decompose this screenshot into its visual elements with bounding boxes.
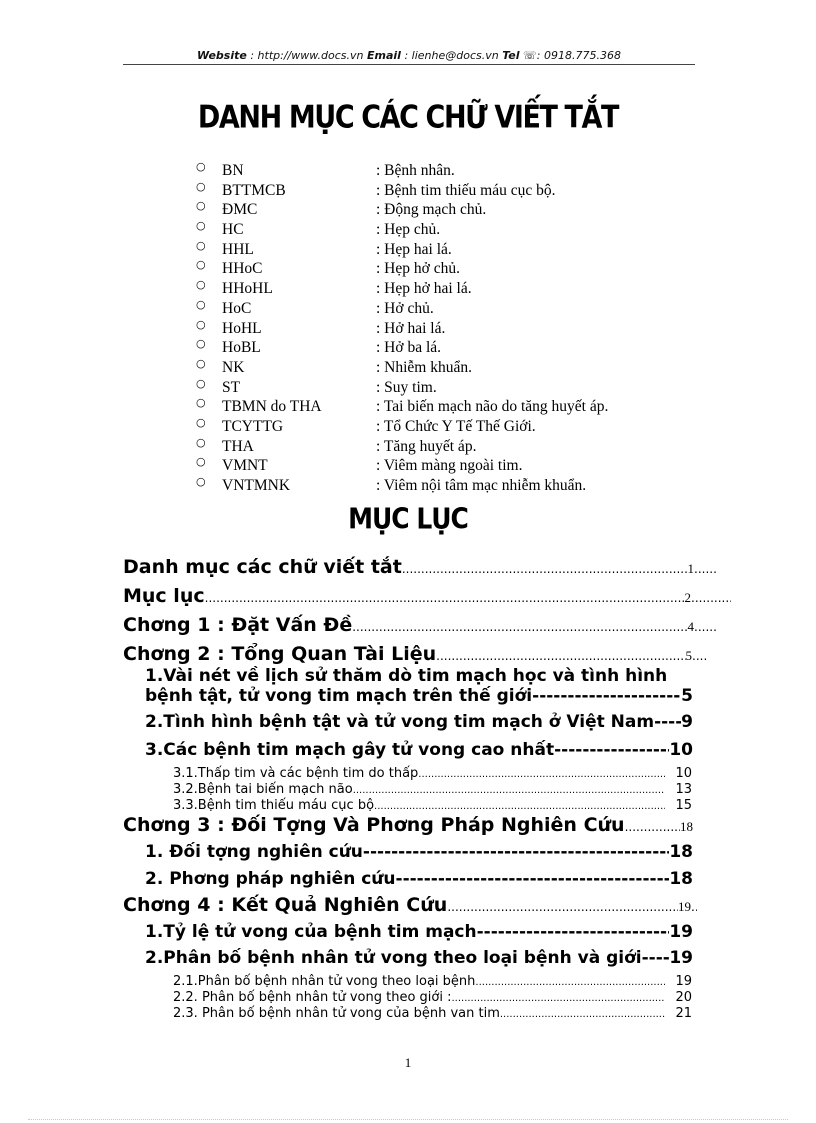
abbreviation-item — [196, 219, 716, 239]
abbreviation-code: HoBL — [222, 339, 261, 357]
abbreviation-code: HC — [222, 221, 244, 239]
abbreviation-item — [196, 318, 716, 338]
abbreviation-desc: : Bệnh nhân. — [376, 162, 455, 179]
toc-entry-label: Mục lục — [123, 585, 205, 607]
website-value: : http://www.docs.vn — [250, 49, 364, 62]
toc-entry[interactable] — [173, 766, 692, 781]
tel-label: Tel — [502, 49, 520, 62]
toc-title: MỤC LỤC — [348, 501, 468, 536]
abbreviation-code: VNTMNK — [222, 477, 291, 494]
abbreviation-item — [196, 436, 716, 456]
toc-leader — [694, 562, 716, 576]
abbreviation-desc: : Bệnh tim thiếu máu cục bộ. — [376, 181, 556, 199]
website-label: Website — [197, 49, 247, 62]
toc-entry-label: Chơng 1 : Đặt Vấn Đề — [123, 614, 353, 636]
toc-entry-label: Chơng 3 : Đối Tợng Và Phơng Pháp Nghiên Cứu — [123, 814, 625, 836]
circle-bullet-icon: ○ — [196, 238, 206, 252]
abbreviation-item — [196, 160, 716, 180]
abbreviation-desc: : Hẹp chủ. — [376, 221, 441, 239]
toc-entry-page: 19 — [669, 948, 693, 968]
page-number: 1 — [404, 1055, 412, 1070]
toc-entry-label: 2. Phơng pháp nghiên cứu — [145, 869, 396, 889]
toc-entry-label: bệnh tật, tử vong tim mạch trên thế giới — [145, 686, 533, 706]
abbreviation-desc: : Hở hai lá. — [376, 319, 446, 337]
circle-bullet-icon: ○ — [196, 179, 206, 193]
toc-entry-page: 20 — [675, 990, 692, 1005]
toc-entry-label: Chơng 4 : Kết Quả Nghiên Cứu — [123, 894, 448, 916]
toc-entry-label: 2.Phân bố bệnh nhân tử vong theo loại bệnh và giới — [145, 948, 642, 968]
toc-leader — [205, 591, 685, 605]
toc-entry[interactable] — [173, 990, 692, 1005]
toc-leader — [691, 591, 731, 605]
page-header — [123, 47, 695, 65]
abbreviation-item — [196, 278, 716, 298]
abbreviation-code: HHoC — [222, 260, 263, 278]
abbreviation-code: ĐMC — [222, 201, 258, 219]
toc-entry[interactable] — [173, 798, 692, 813]
abbreviation-code: NK — [222, 358, 245, 376]
toc-leader — [451, 993, 665, 1004]
abbreviation-code: BTTMCB — [222, 181, 286, 199]
toc-leader — [363, 842, 669, 862]
toc-entry-label: 2.Tình hình bệnh tật và tử vong tim mạch ở Việt Nam — [145, 712, 655, 732]
circle-bullet-icon: ○ — [196, 475, 206, 488]
toc-leader — [447, 900, 678, 914]
circle-bullet-icon: ○ — [196, 278, 206, 292]
abbreviation-item — [196, 298, 716, 318]
toc-leader — [642, 948, 670, 968]
abbreviation-desc: : Hẹp hai lá. — [376, 240, 452, 258]
toc-entry-page: 10 — [675, 766, 692, 781]
abbreviation-desc: : Nhiễm khuẩn. — [376, 358, 472, 376]
abbreviation-item — [196, 416, 716, 436]
toc-entry-label: 1. Đối tợng nghiên cứu — [145, 842, 363, 862]
toc-leader — [477, 922, 670, 942]
circle-bullet-icon: ○ — [196, 356, 206, 370]
toc-entry-label: 1.Vài nét về lịch sử thăm dò tim mạch học và tình hình — [145, 666, 668, 686]
toc-entry-page: 10 — [669, 740, 693, 760]
footer-divider — [28, 1119, 788, 1120]
toc-entry-page: 18 — [669, 869, 693, 889]
circle-bullet-icon: ○ — [196, 160, 206, 173]
abbreviation-desc: : Tăng huyết áp. — [376, 437, 477, 455]
toc-entry-page: 18 — [669, 842, 693, 862]
toc-entry-page: 4 — [687, 619, 694, 634]
abbreviation-desc: : Viêm nội tâm mạc nhiễm khuẩn. — [376, 477, 587, 494]
toc-entry-label: 3.3.Bệnh tim thiếu máu cục bộ — [173, 798, 375, 813]
toc-entry-page: 5 — [681, 686, 693, 706]
abbreviation-desc: : Tổ Chức Y Tế Thế Giới. — [376, 417, 536, 435]
toc-leader — [436, 649, 685, 663]
abbreviation-item — [196, 258, 716, 278]
circle-bullet-icon: ○ — [196, 219, 206, 233]
abbreviation-code: HHoHL — [222, 280, 273, 298]
toc-entry-label: 2.3. Phân bố bệnh nhân tử vong của bệnh van tim — [173, 1006, 500, 1021]
toc-entry-page: 15 — [675, 798, 692, 813]
abbreviation-desc: : Động mạch chủ. — [376, 201, 487, 219]
email-label: Email — [366, 49, 401, 62]
toc-leader — [500, 1009, 666, 1020]
abbreviation-desc: : Viêm màng ngoài tim. — [376, 457, 523, 475]
toc-entry-page: 19 — [669, 922, 693, 942]
toc-entry[interactable] — [145, 948, 693, 970]
toc-entry-page: 18 — [680, 819, 693, 834]
abbreviation-item — [196, 377, 716, 397]
toc-entry-label: 3.Các bệnh tim mạch gây tử vong cao nhất — [145, 740, 555, 760]
abbreviation-item — [196, 455, 716, 475]
toc-entry-page: 2 — [684, 590, 691, 605]
toc-leader — [694, 620, 716, 634]
abbreviation-code: BN — [222, 162, 244, 179]
toc-entry-label: 1.Tỷ lệ tử vong của bệnh tim mạch — [145, 922, 477, 942]
abbreviation-item — [196, 180, 716, 200]
abbreviation-code: ST — [222, 378, 241, 396]
toc-entry-page: 5 — [685, 648, 692, 663]
abbreviation-code: HHL — [222, 240, 254, 258]
toc-entry-page: 19 — [675, 974, 692, 989]
abbreviation-desc: : Hẹp hở hai lá. — [376, 280, 472, 298]
toc-entry[interactable] — [145, 686, 693, 708]
circle-bullet-icon: ○ — [196, 199, 206, 213]
toc-entry[interactable] — [145, 842, 693, 864]
toc-entry[interactable] — [123, 814, 693, 840]
toc-entry[interactable] — [145, 666, 705, 686]
abbreviation-code: THA — [222, 437, 254, 455]
abbreviation-item — [196, 475, 716, 495]
phone-icon: ☏ — [523, 49, 537, 62]
abbreviation-code: HoHL — [222, 319, 262, 337]
toc-entry-label: 2.1.Phân bố bệnh nhân tử vong theo loại bệnh — [173, 974, 476, 989]
toc-leader — [654, 712, 681, 732]
toc-entry-page: 21 — [675, 1006, 692, 1021]
circle-bullet-icon: ○ — [196, 317, 206, 331]
toc-entry[interactable] — [123, 585, 731, 611]
toc-entry-page: 9 — [681, 712, 693, 732]
toc-leader — [353, 785, 666, 796]
toc-leader — [532, 686, 681, 706]
toc-leader — [692, 649, 708, 663]
abbreviation-code: HoC — [222, 299, 252, 317]
abbreviation-desc: : Tai biến mạch não do tăng huyết áp. — [376, 398, 609, 416]
toc-leader — [396, 869, 670, 889]
toc-entry-label: 3.1.Thấp tim và các bệnh tim do thấp — [173, 766, 419, 781]
circle-bullet-icon: ○ — [196, 455, 206, 469]
abbreviation-item — [196, 337, 716, 357]
toc-entry[interactable] — [145, 712, 693, 734]
abbreviation-desc: : Suy tim. — [376, 378, 437, 396]
toc-entry[interactable] — [123, 614, 716, 640]
toc-entry[interactable] — [123, 894, 697, 920]
toc-entry[interactable] — [173, 782, 692, 797]
toc-leader — [402, 562, 688, 576]
toc-leader — [352, 620, 687, 634]
abbreviation-desc: : Hở ba lá. — [376, 339, 442, 357]
toc-leader — [691, 900, 697, 914]
abbreviation-list — [196, 160, 716, 495]
toc-entry[interactable] — [173, 974, 692, 989]
circle-bullet-icon: ○ — [196, 415, 206, 429]
toc-leader — [374, 801, 665, 812]
toc-entry[interactable] — [145, 922, 693, 944]
email-value: : lienhe@docs.vn — [404, 49, 499, 62]
circle-bullet-icon: ○ — [196, 396, 206, 410]
toc-entry-label: 2.2. Phân bố bệnh nhân tử vong theo giới : — [173, 990, 452, 1005]
toc-leader — [554, 740, 669, 760]
toc-entry-page: 13 — [675, 782, 692, 797]
abbreviation-code: TCYTTG — [222, 417, 284, 435]
toc-leader — [475, 977, 665, 988]
tel-value: : 0918.775.368 — [536, 49, 621, 62]
toc-entry[interactable] — [145, 869, 693, 891]
abbreviation-code: TBMN do THA — [222, 398, 322, 416]
circle-bullet-icon: ○ — [196, 297, 206, 311]
toc-leader — [418, 769, 665, 780]
abbreviation-desc: : Hẹp hở chủ. — [376, 260, 460, 278]
toc-entry[interactable] — [145, 740, 693, 762]
circle-bullet-icon: ○ — [196, 337, 206, 351]
toc-entry-label: Chơng 2 : Tổng Quan Tài Liệu — [123, 643, 437, 665]
abbreviation-code: VMNT — [222, 457, 268, 475]
toc-entry-page: 1 — [687, 561, 694, 576]
abbreviation-item — [196, 396, 716, 416]
circle-bullet-icon: ○ — [196, 376, 206, 390]
toc-entry[interactable] — [123, 556, 716, 582]
abbreviation-item — [196, 357, 716, 377]
toc-entry-page: 19 — [678, 899, 691, 914]
abbreviation-item — [196, 199, 716, 219]
abbreviation-item — [196, 239, 716, 259]
abbreviations-title: DANH MỤC CÁC CHỮ VIẾT TẮT — [197, 99, 619, 136]
toc-leader — [625, 820, 680, 834]
toc-entry-label: 3.2.Bệnh tai biến mạch não — [173, 782, 353, 797]
toc-entry[interactable] — [173, 1006, 692, 1021]
circle-bullet-icon: ○ — [196, 258, 206, 272]
abbreviation-desc: : Hở chủ. — [376, 299, 434, 317]
toc-entry-label: Danh mục các chữ viết tắt — [123, 556, 402, 578]
circle-bullet-icon: ○ — [196, 435, 206, 449]
